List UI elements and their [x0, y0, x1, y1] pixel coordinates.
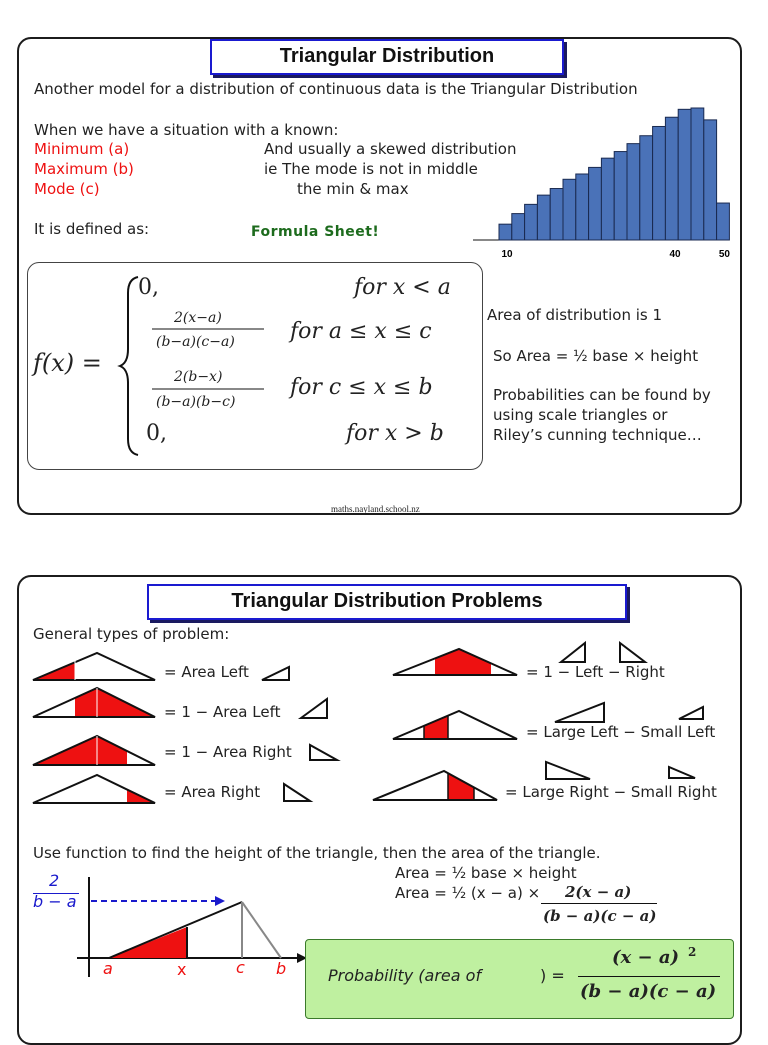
- histogram-bar: [563, 179, 576, 240]
- probability-fraction-bar: [578, 976, 720, 977]
- right-shape-icon: [620, 643, 645, 662]
- diagram-one-minus-left: [33, 677, 175, 722]
- right-tail-icon-1: [310, 745, 337, 760]
- histogram-bar: [525, 204, 538, 240]
- histogram-bar: [589, 167, 602, 240]
- graph-label-b: b: [276, 959, 287, 978]
- large-left-icon: [555, 703, 604, 722]
- slide-triangular-problems: [17, 575, 742, 1045]
- prob-note-3: Riley’s cunning technique…: [493, 426, 702, 444]
- graph-label-x: x: [177, 960, 187, 979]
- probability-close: ) =: [540, 966, 565, 985]
- slide2-title: Triangular Distribution Problems: [147, 584, 627, 620]
- graph-label-c: c: [236, 958, 245, 977]
- general-types: General types of problem:: [33, 625, 230, 643]
- histogram-bar: [537, 195, 550, 240]
- probability-exponent: 2: [688, 945, 697, 959]
- label-one-minus-area-right: = 1 − Area Right: [164, 743, 292, 761]
- footer-url: maths.nayland.school.nz: [331, 504, 420, 514]
- intro-text: Another model for a distribution of continuous data is the Triangular Distribution: [34, 80, 638, 98]
- use-function-text: Use function to find the height of the triangle, then the area of the triangle.: [33, 844, 601, 862]
- histogram-bar: [499, 224, 512, 240]
- label-large-left-small-left: = Large Left − Small Left: [526, 723, 716, 741]
- case1-value: 0,: [138, 275, 159, 300]
- histogram-tick-label: 50: [718, 249, 730, 260]
- histogram-tick-label: 10: [501, 249, 513, 260]
- formula-box: [27, 262, 483, 470]
- height-numerator: 2: [49, 871, 60, 890]
- label-one-minus-left-right: = 1 − Left − Right: [526, 663, 665, 681]
- label-large-right-small-right: = Large Right − Small Right: [505, 783, 717, 801]
- histogram-tick-label: 40: [669, 249, 681, 260]
- area-formula-line2: Area = ½ (x − a) ×: [395, 884, 541, 902]
- label-area-left: = Area Left: [164, 663, 249, 681]
- histogram-bar: [614, 152, 627, 240]
- right-tail-icon-2: [284, 784, 310, 801]
- case3-denominator: (b−a)(b−c): [156, 394, 236, 410]
- slide1-title: Triangular Distribution: [210, 39, 564, 75]
- formula-lhs: f(x) =: [33, 349, 102, 377]
- histogram-bar: [665, 117, 678, 240]
- param-mode: Mode (c): [34, 180, 100, 198]
- prob-note-1: Probabilities can be found by: [493, 386, 711, 404]
- case3-condition: for c ≤ x ≤ b: [290, 375, 433, 400]
- diagram-large-minus-small-left: [393, 702, 517, 747]
- probability-numerator: (x − a): [612, 947, 680, 968]
- height-denominator: b − a: [33, 892, 77, 911]
- param-maximum: Maximum (b): [34, 160, 134, 178]
- skew-line-3: the min & max: [297, 180, 409, 198]
- probability-box: [305, 939, 734, 1019]
- case4-value: 0,: [146, 421, 167, 446]
- left-shape-icon: [561, 643, 585, 662]
- so-area-note: So Area = ½ base × height: [493, 347, 699, 365]
- skew-line-1: And usually a skewed distribution: [264, 140, 517, 158]
- histogram-bar: [691, 108, 704, 240]
- diagram-middle: [393, 637, 517, 682]
- small-right-icon: [669, 767, 695, 778]
- area-formula-denominator: (b − a)(c − a): [543, 907, 657, 925]
- histogram-bar: [601, 158, 614, 240]
- histogram-bar: [653, 126, 666, 240]
- left-tail-icon-2: [301, 699, 327, 718]
- area-formula-fraction-bar: [541, 903, 657, 904]
- histogram-bar: [627, 144, 640, 240]
- area-note: Area of distribution is 1: [487, 306, 663, 324]
- known-heading: When we have a situation with a known:: [34, 121, 339, 139]
- histogram-bar: [704, 120, 717, 240]
- label-area-right: = Area Right: [164, 783, 261, 801]
- case2-numerator: 2(x−a): [174, 310, 222, 326]
- skew-line-2: ie The mode is not in middle: [264, 160, 478, 178]
- histogram-bar: [512, 214, 525, 240]
- area-formula-line1: Area = ½ base × height: [395, 864, 577, 882]
- case3-numerator: 2(b−x): [174, 369, 223, 385]
- histogram-bar: [576, 174, 589, 240]
- skewed-histogram: [471, 99, 731, 264]
- case2-condition: for a ≤ x ≤ c: [290, 319, 432, 344]
- slide-triangular-distribution: [17, 37, 742, 515]
- param-minimum: Minimum (a): [34, 140, 130, 158]
- formula-sheet-note: Formula Sheet!: [251, 224, 380, 240]
- defined-as: It is defined as:: [34, 220, 150, 238]
- left-tail-icon-1: [262, 667, 289, 680]
- diagram-large-minus-small-right: [373, 767, 497, 807]
- prob-note-2: using scale triangles or: [493, 406, 668, 424]
- label-one-minus-area-left: = 1 − Area Left: [164, 703, 281, 721]
- probability-label: Probability (area of: [328, 966, 482, 985]
- diagram-one-minus-right: [19, 727, 155, 772]
- area-formula-numerator: 2(x − a): [565, 883, 632, 901]
- histogram-bar: [640, 136, 653, 240]
- histogram-bar: [550, 189, 563, 240]
- case1-condition: for x < a: [354, 275, 451, 300]
- case4-condition: for x > b: [346, 421, 444, 446]
- large-right-icon: [546, 762, 590, 779]
- graph-label-a: a: [103, 959, 113, 978]
- case2-denominator: (b−a)(c−a): [156, 334, 235, 350]
- histogram-bar: [717, 203, 730, 240]
- diagram-area-left: [19, 637, 155, 697]
- small-left-icon: [679, 707, 703, 719]
- histogram-bar: [678, 109, 691, 240]
- probability-denominator: (b − a)(c − a): [580, 981, 717, 1002]
- diagram-area-right: [33, 767, 167, 812]
